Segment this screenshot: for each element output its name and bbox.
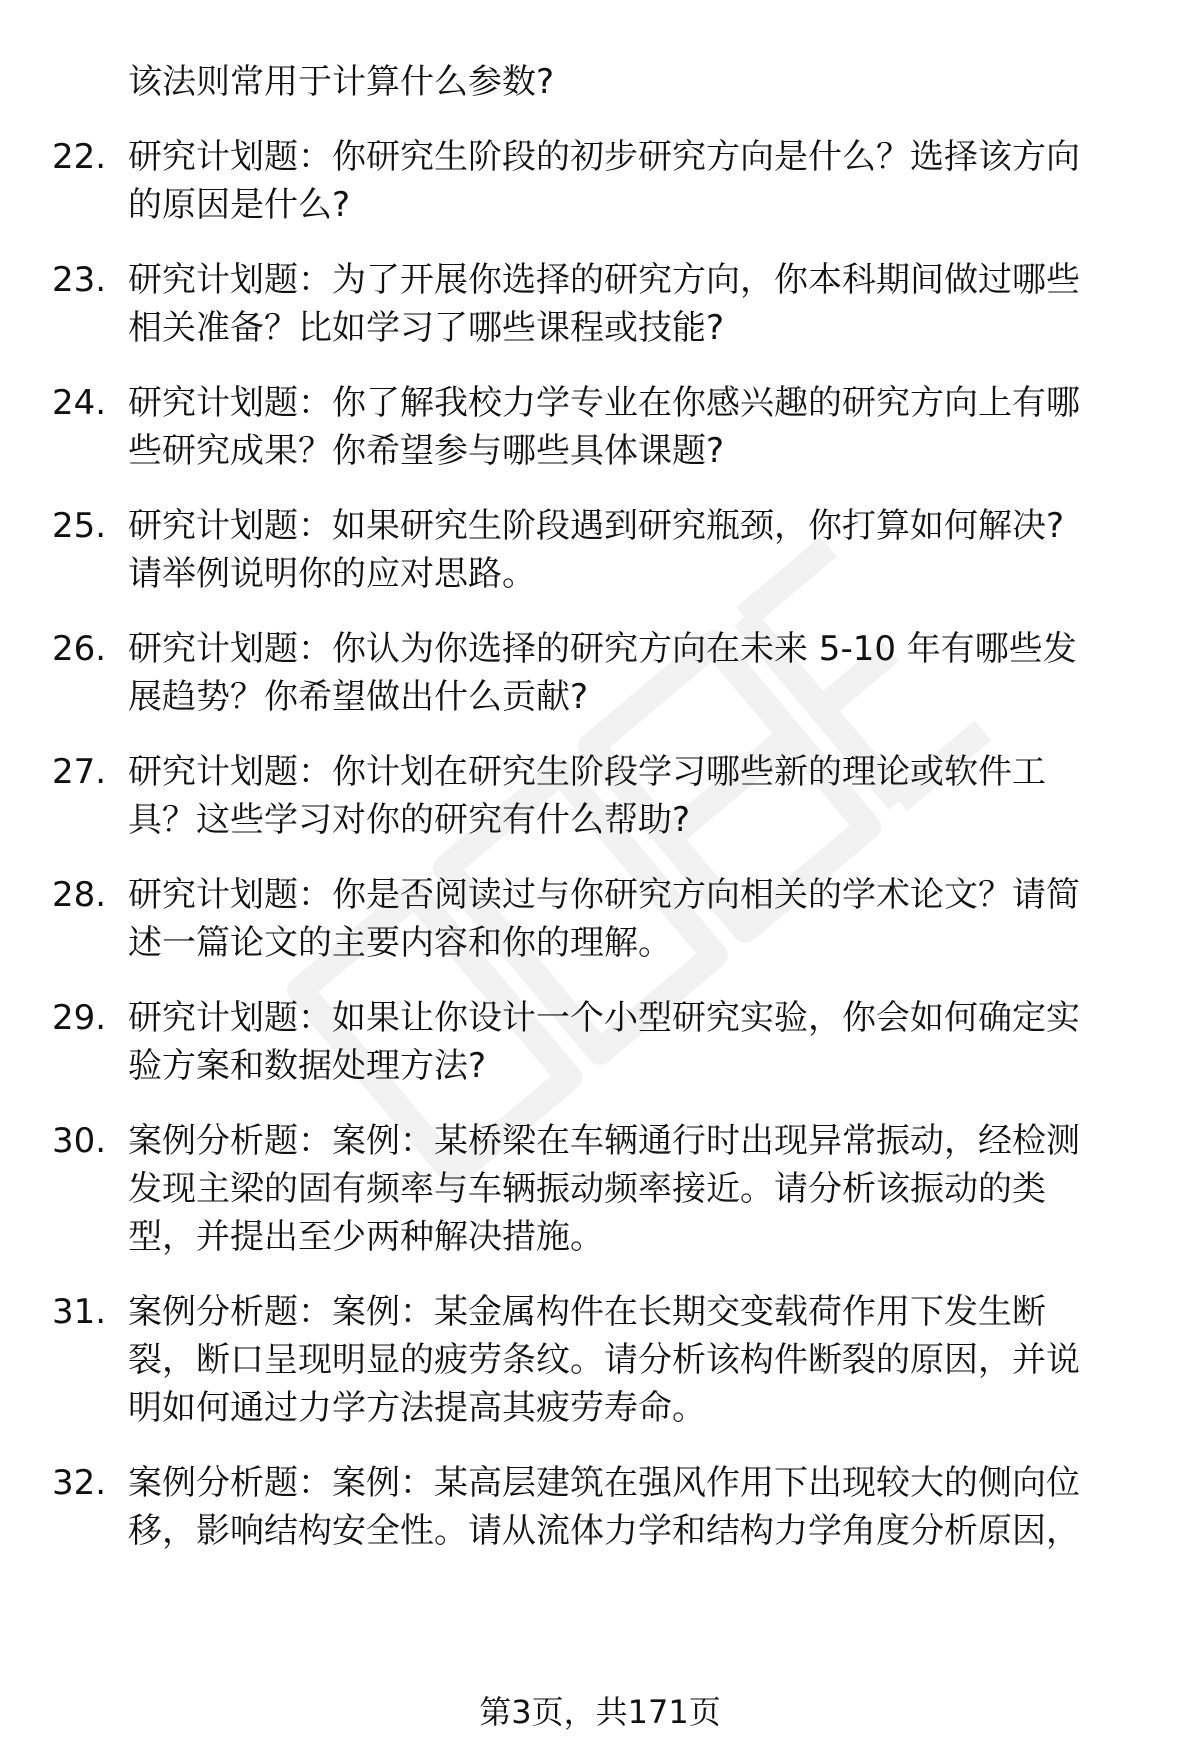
question-number: 25. <box>52 506 107 546</box>
question-text: 裂，断口呈现明显的疲劳条纹。请分析该构件断裂的原因，并说 <box>128 1340 1080 1380</box>
question-item-29 <box>0 994 1200 1090</box>
question-number: 30. <box>52 1121 107 1161</box>
question-item-23 <box>0 256 1200 352</box>
question-number: 29. <box>52 998 107 1038</box>
question-text: 研究计划题：你研究生阶段的初步研究方向是什么？选择该方向 <box>128 137 1080 177</box>
question-number: 28. <box>52 875 107 915</box>
question-item-26 <box>0 625 1200 721</box>
question-item-24 <box>0 379 1200 475</box>
question-text: 案例分析题：案例：某金属构件在长期交变载荷作用下发生断 <box>128 1292 1046 1332</box>
question-text: 明如何通过力学方法提高其疲劳寿命。 <box>128 1388 706 1428</box>
question-number: 24. <box>52 383 107 423</box>
question-item-25 <box>0 502 1200 598</box>
question-text: 移，影响结构安全性。请从流体力学和结构力学角度分析原因， <box>128 1511 1080 1551</box>
question-item-30 <box>0 1117 1200 1261</box>
question-item-28 <box>0 871 1200 967</box>
question-number: 27. <box>52 752 107 792</box>
question-text: 的原因是什么? <box>128 185 351 225</box>
question-text: 发现主梁的固有频率与车辆振动频率接近。请分析该振动的类 <box>128 1169 1046 1209</box>
question-text: 研究计划题：你认为你选择的研究方向在未来 5-10 年有哪些发 <box>128 629 1077 669</box>
question-item-31 <box>0 1288 1200 1432</box>
question-text: 研究计划题：你了解我校力学专业在你感兴趣的研究方向上有哪 <box>128 383 1080 423</box>
question-number: 22. <box>52 137 107 177</box>
page-footer <box>0 1690 1200 1734</box>
question-item-32 <box>0 1459 1200 1555</box>
question-number: 32. <box>52 1463 107 1503</box>
question-text: 验方案和数据处理方法? <box>128 1046 487 1086</box>
question-text: 些研究成果？你希望参与哪些具体课题? <box>128 431 725 471</box>
question-text: 研究计划题：如果研究生阶段遇到研究瓶颈，你打算如何解决? <box>128 506 1065 546</box>
question-text: 案例分析题：案例：某高层建筑在强风作用下出现较大的侧向位 <box>128 1463 1080 1503</box>
question-item-27 <box>0 748 1200 844</box>
question-number: 23. <box>52 260 107 300</box>
question-number: 26. <box>52 629 107 669</box>
question-text: 述一篇论文的主要内容和你的理解。 <box>128 923 672 963</box>
question-text: 具？这些学习对你的研究有什么帮助? <box>128 800 691 840</box>
question-text: 展趋势？你希望做出什么贡献? <box>128 677 589 717</box>
question-number: 31. <box>52 1292 107 1332</box>
question-text: 研究计划题：你是否阅读过与你研究方向相关的学术论文？请简 <box>128 875 1080 915</box>
page-number-label: 第3页，共171页 <box>479 1693 721 1731</box>
question-text: 研究计划题：为了开展你选择的研究方向，你本科期间做过哪些 <box>128 260 1080 300</box>
question-text: 案例分析题：案例：某桥梁在车辆通行时出现异常振动，经检测 <box>128 1121 1080 1161</box>
question-text: 型，并提出至少两种解决措施。 <box>128 1217 604 1257</box>
question-list <box>0 58 1200 1555</box>
question-text: 研究计划题：如果让你设计一个小型研究实验，你会如何确定实 <box>128 998 1080 1038</box>
question-text: 相关准备？比如学习了哪些课程或技能? <box>128 308 725 348</box>
question-item-22 <box>0 133 1200 229</box>
question-text: 研究计划题：你计划在研究生阶段学习哪些新的理论或软件工 <box>128 752 1046 792</box>
question-text: 请举例说明你的应对思路。 <box>128 554 536 594</box>
continued-line: 该法则常用于计算什么参数? <box>128 62 555 102</box>
